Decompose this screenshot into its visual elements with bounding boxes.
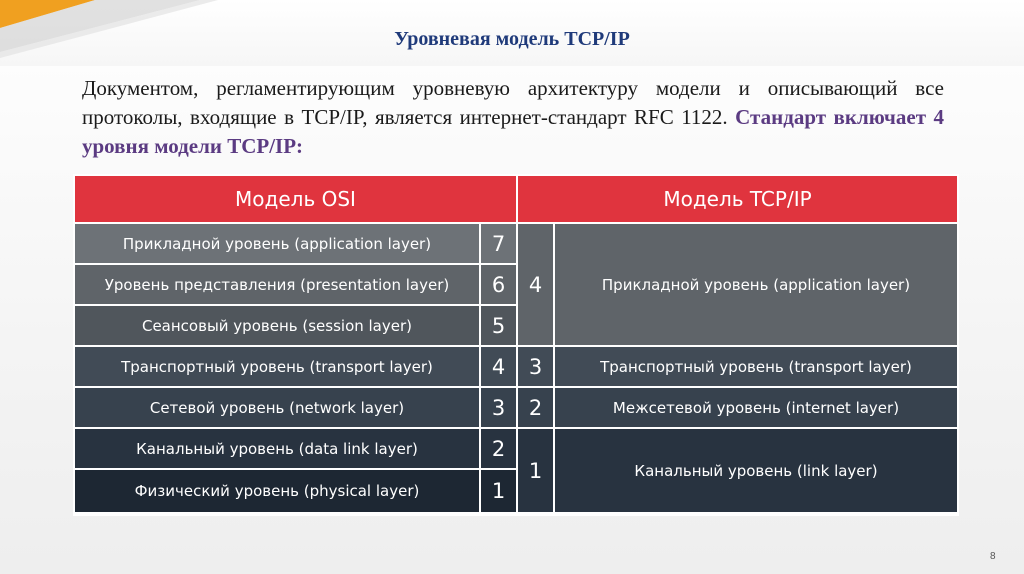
body-paragraph [82, 74, 944, 161]
osi-layer-name: Канальный уровень (data link layer) [75, 429, 479, 468]
osi-layer-number: 1 [481, 470, 516, 512]
slide-title: Уровневая модель TCP/IP [394, 28, 630, 50]
layer-comparison-table [73, 174, 959, 516]
osi-layer-number: 2 [481, 429, 516, 468]
osi-layer-number: 5 [481, 306, 516, 345]
tcpip-layer-name: Транспортный уровень (transport layer) [555, 347, 957, 386]
osi-layer-number: 3 [481, 388, 516, 427]
osi-layer-name: Прикладной уровень (application layer) [75, 224, 479, 263]
tcpip-header: Модель TCP/IP [518, 176, 957, 222]
osi-layer-number: 4 [481, 347, 516, 386]
osi-layer-name: Сеансовый уровень (session layer) [75, 306, 479, 345]
tcpip-layer-number: 3 [518, 347, 553, 386]
osi-layer-number: 7 [481, 224, 516, 263]
osi-layer-name: Уровень представления (presentation layer) [75, 265, 479, 304]
tcpip-layer-name: Прикладной уровень (application layer) [555, 224, 957, 345]
tcpip-layer-name: Межсетевой уровень (internet layer) [555, 388, 957, 427]
tcpip-layer-number: 2 [518, 388, 553, 427]
tcpip-layer-name: Канальный уровень (link layer) [555, 429, 957, 512]
body-text: Документом, регламентирующим уровневую архитектуру модели и описывающий все протоколы, входящие в TCP/IP, является интернет-стандарт RFC 1122. [82, 76, 944, 129]
osi-layer-name: Сетевой уровень (network layer) [75, 388, 479, 427]
body-emphasis: Стандарт включает 4 уровня модели TCP/IP: [82, 105, 944, 158]
osi-layer-number: 6 [481, 265, 516, 304]
osi-layer-name: Физический уровень (physical layer) [75, 470, 479, 512]
osi-header: Модель OSI [75, 176, 516, 222]
osi-layer-name: Транспортный уровень (transport layer) [75, 347, 479, 386]
tcpip-layer-number: 4 [518, 224, 553, 345]
tcpip-layer-number: 1 [518, 429, 553, 512]
page-number: 8 [990, 551, 996, 562]
